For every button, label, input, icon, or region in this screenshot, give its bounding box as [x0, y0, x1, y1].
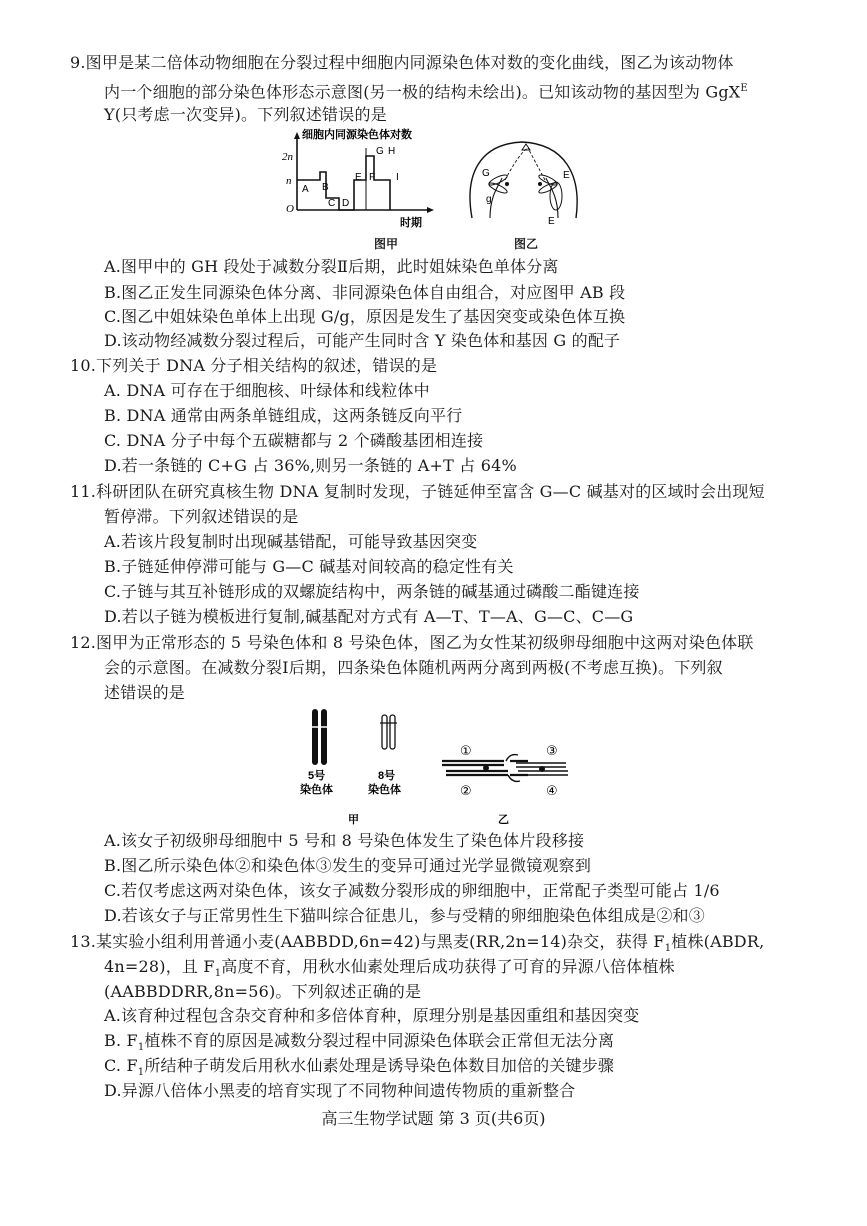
- jia-ylabel: 细胞内同源染色体对数: [302, 129, 412, 141]
- q13-option-d: D.异源八倍体小黑麦的培育实现了不同物种间遗传物质的重新整合: [104, 1081, 576, 1100]
- q12-label-5b: 染色体: [300, 784, 333, 796]
- yi-gene-E2: E: [548, 216, 555, 227]
- q12-circled-1: ①: [460, 744, 472, 759]
- jia-seg-E: E: [355, 172, 362, 183]
- q9-stem-line3: Y(只考虑一次变异)。下列叙述错误的是: [104, 105, 387, 124]
- q10-option-a: A. DNA 可存在于细胞核、叶绿体和线粒体中: [104, 381, 430, 400]
- q12-circled-3: ③: [546, 744, 558, 759]
- q12-caption-yi: 乙: [498, 814, 509, 826]
- figure-yi-caption: 图乙: [514, 237, 539, 251]
- q13-option-a: A.该育种过程包含杂交育种和多倍体育种，原理分别是基因重组和基因突变: [104, 1006, 640, 1025]
- q10-option-d: D.若一条链的 C+G 占 36%,则另一条链的 A+T 占 64%: [104, 456, 517, 475]
- jia-seg-F: F: [369, 172, 376, 183]
- jia-origin: O: [286, 203, 294, 215]
- q12-caption-jia: 甲: [348, 814, 359, 826]
- q13-stem-line1: 13.某实验小组利用普通小麦(AABBDD,6n=42)与黑麦(RR,2n=14)杂交，获得 $F_1$植株(ABDR,: [70, 932, 765, 955]
- q12-stem-line1: 12.图甲为正常形态的 5 号染色体和 8 号染色体，图乙为女性某初级卵母细胞中这两对染色体联: [70, 633, 754, 652]
- jia-seg-G: G: [376, 146, 384, 157]
- q12-label-5a: 5号: [308, 770, 326, 782]
- q13-option-b: B. $F_1$植株不育的原因是减数分裂过程中同源染色体联会正常但无法分离: [104, 1031, 615, 1054]
- q11-stem-line2: 暂停滞。下列叙述错误的是: [104, 507, 299, 526]
- q13-stem-line3: (AABBDDRR,8n=56)。下列叙述正确的是: [104, 982, 422, 1001]
- q9-stem-line1: 9.图甲是某二倍体动物细胞在分裂过程中细胞内同源染色体对数的变化曲线，图乙为该动物体: [70, 53, 734, 72]
- q9-option-c: C.图乙中姐妹染色单体上出现 G/g，原因是发生了基因突变或染色体互换: [104, 307, 626, 326]
- yi-gene-g: g: [486, 194, 492, 205]
- q12-stem-line3: 述错误的是: [104, 683, 186, 702]
- q12-option-a: A.该女子初级卵母细胞中 5 号和 8 号染色体发生了染色体片段移接: [104, 831, 585, 850]
- jia-seg-B: B: [322, 182, 329, 193]
- q13-stem-line2: 4n=28)，且 $F_1$高度不育，用秋水仙素处理后成功获得了可育的异源八倍体植株: [104, 957, 675, 980]
- q12-option-c: C.若仅考虑这两对染色体，该女子减数分裂形成的卵细胞中，正常配子类型可能占 1/6: [104, 881, 720, 900]
- q10-option-b: B. DNA 通常由两条单链组成，这两条链反向平行: [104, 406, 463, 425]
- figure-q12-chromosomes: [296, 705, 586, 830]
- q12-option-b: B.图乙所示染色体②和染色体③发生的变异可通过光学显微镜观察到: [104, 856, 592, 875]
- yi-gene-E1: E: [563, 170, 570, 181]
- figure-jia-caption: 图甲: [374, 237, 399, 251]
- q9-option-a: A.图甲中的 GH 段处于减数分裂Ⅱ后期，此时姐妹染色单体分离: [104, 257, 559, 276]
- q12-circled-2: ②: [460, 784, 472, 799]
- q11-stem-line1: 11.科研团队在研究真核生物 DNA 复制时发现，子链延伸至富含 G—C 碱基对的区域时会出现短: [70, 482, 765, 501]
- q12-stem-line2: 会的示意图。在减数分裂Ⅰ后期，四条染色体随机两两分离到两极(不考虑互换)。下列叙: [104, 658, 723, 677]
- q9-option-b: B.图乙正发生同源染色体分离、非同源染色体自由组合，对应图甲 AB 段: [104, 283, 626, 302]
- jia-seg-C: C: [328, 198, 336, 209]
- q10-option-c: C. DNA 分子中每个五碳糖都与 2 个磷酸基团相连接: [104, 431, 484, 450]
- figure-jia-step-chart: [280, 128, 440, 248]
- q11-option-a: A.若该片段复制时出现碱基错配，可能导致基因突变: [104, 532, 478, 551]
- jia-seg-I: I: [396, 172, 399, 183]
- jia-seg-H: H: [388, 146, 396, 157]
- q12-circled-4: ④: [546, 784, 558, 799]
- q12-label-8b: 染色体: [368, 784, 401, 796]
- q9-option-d: D.该动物经减数分裂过程后，可能产生同时含 Y 染色体和基因 G 的配子: [104, 331, 621, 350]
- jia-xlabel: 时期: [400, 217, 422, 229]
- yi-gene-G: G: [482, 168, 490, 179]
- q13-option-c: C. $F_1$所结种子萌发后用秋水仙素处理是诱导染色体数目加倍的关键步骤: [104, 1056, 615, 1079]
- jia-seg-D: D: [342, 198, 350, 209]
- figure-yi-cell-diagram: [460, 134, 590, 230]
- q11-option-d: D.若以子链为模板进行复制,碱基配对方式有 A—T、T—A、G—C、C—G: [104, 607, 634, 626]
- jia-n-tick: n: [286, 175, 292, 187]
- q12-label-8a: 8号: [378, 770, 396, 782]
- q11-option-c: C.子链与其互补链形成的双螺旋结构中，两条链的碱基通过磷酸二酯键连接: [104, 582, 640, 601]
- q9-stem-line2: 内一个细胞的部分染色体形态示意图(另一极的结构未绘出)。已知该动物的基因型为 GgX$^E$: [104, 82, 748, 102]
- page-footer: 高三生物学试题 第 3 页(共6页): [321, 1109, 546, 1128]
- q10-stem: 10.下列关于 DNA 分子相关结构的叙述，错误的是: [70, 356, 438, 375]
- jia-seg-A: A: [302, 184, 309, 195]
- q12-option-d: D.若该女子与正常男性生下猫叫综合征患儿，参与受精的卵细胞染色体组成是②和③: [104, 906, 705, 925]
- q11-option-b: B.子链延伸停滞可能与 G—C 碱基对间较高的稳定性有关: [104, 557, 514, 576]
- jia-2n-tick: 2n: [282, 151, 293, 163]
